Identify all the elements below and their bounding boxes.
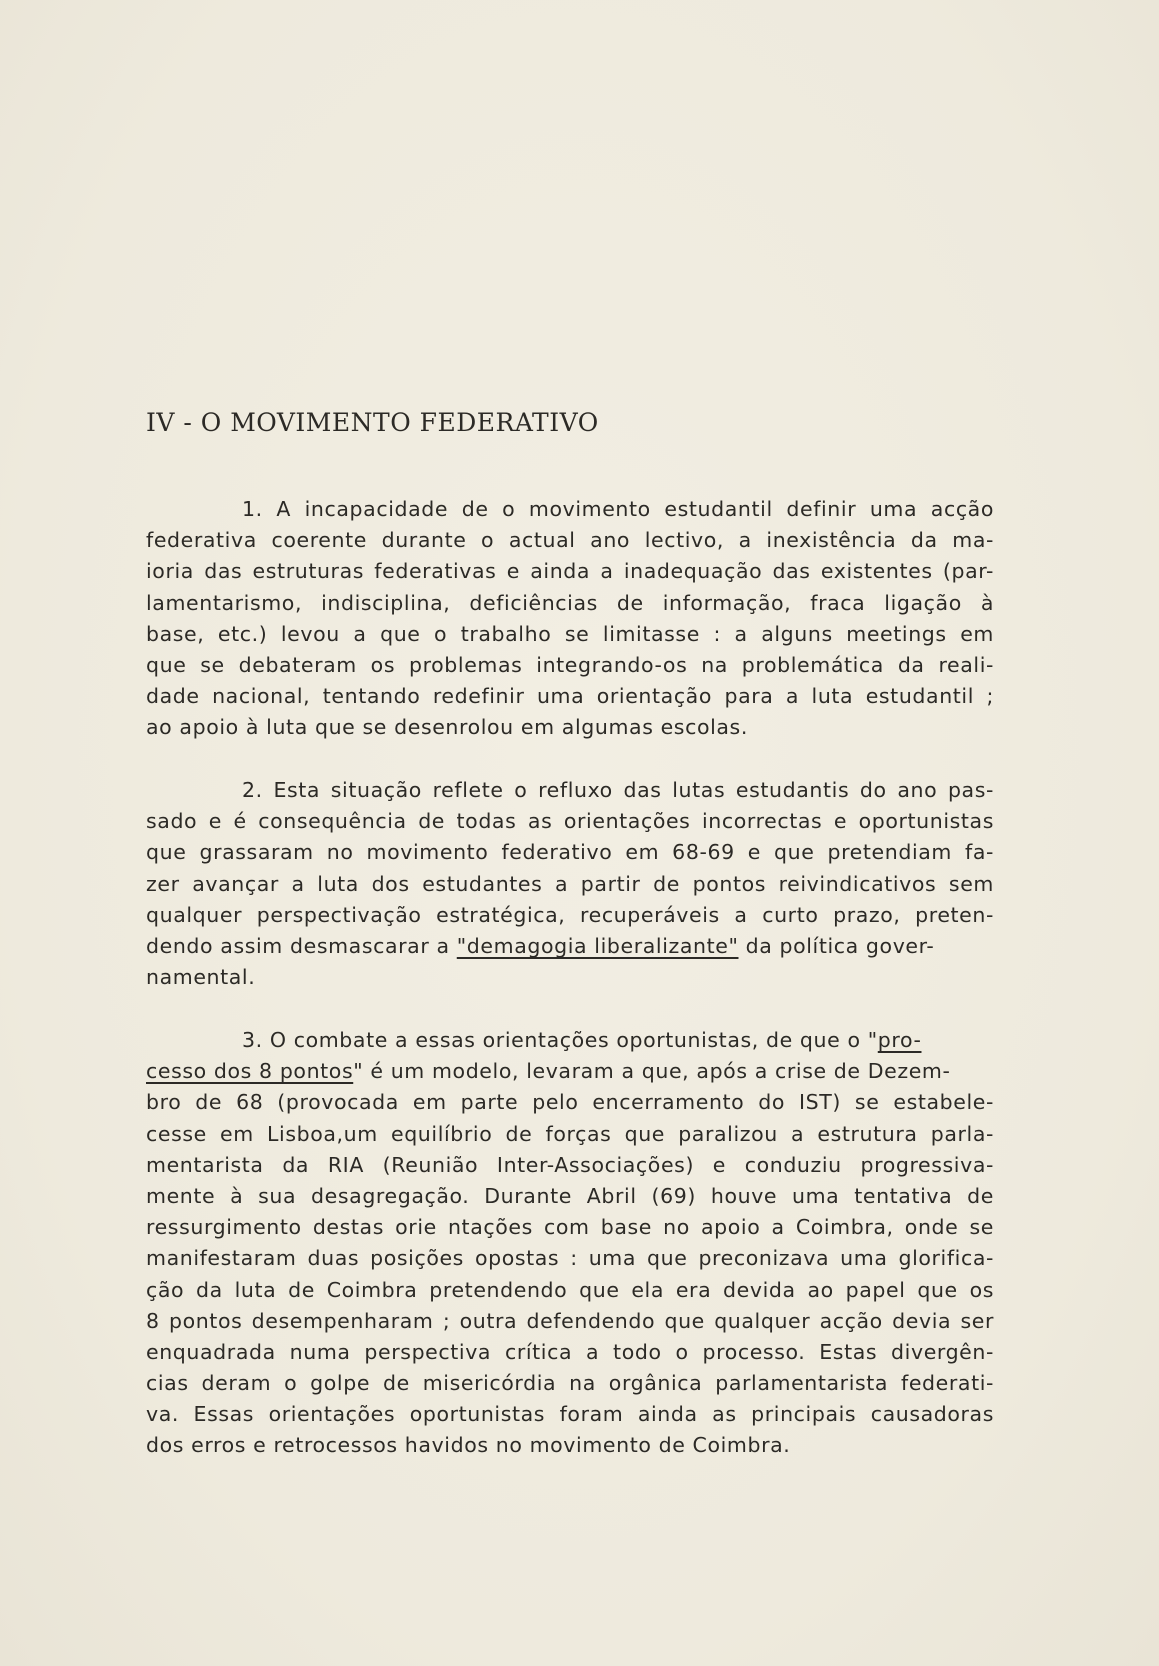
underlined-phrase: "demagogia liberalizante" — [456, 933, 739, 958]
text-line — [146, 1056, 994, 1087]
text-line: sado e é consequência de todas as orientações incorrectas e oportunistas — [146, 809, 994, 834]
section-heading: IV - O MOVIMENTO FEDERATIVO — [146, 408, 599, 437]
paragraph-3 — [146, 1025, 994, 1462]
text-line: ao apoio à luta que se desenrolou em algumas escolas. — [146, 715, 748, 740]
text-line: ressurgimento destas orie ntações com base no apoio a Coimbra, onde se — [146, 1215, 994, 1240]
text-line: cias deram o golpe de misericórdia na orgânica parlamentarista federati- — [146, 1371, 994, 1396]
text-line: dade nacional, tentando redefinir uma orientação para a luta estudantil ; — [146, 684, 994, 709]
paragraph-1 — [146, 494, 994, 744]
text-line: qualquer perspectivação estratégica, recuperáveis a curto prazo, preten- — [146, 902, 994, 927]
text-line: ção da luta de Coimbra pretendendo que ela era devida ao papel que os — [146, 1277, 994, 1302]
text-line: que se debateram os problemas integrando-os na problemática da reali- — [146, 652, 994, 677]
underlined-phrase: cesso dos 8 pontos — [146, 1059, 354, 1084]
text-line: mentarista da RIA (Reunião Inter-Associações) e conduziu progressiva- — [146, 1152, 994, 1177]
text-line: namental. — [146, 965, 256, 990]
text-line: 1. A incapacidade de o movimento estudantil definir uma acção — [242, 497, 994, 521]
text-line: cesse em Lisboa,um equilíbrio de forças que paralizou a estrutura parla- — [146, 1121, 994, 1146]
text-line: zer avançar a luta dos estudantes a partir de pontos reivindicativos sem — [146, 871, 994, 896]
text-line: base, etc.) levou a que o trabalho se limitasse : a alguns meetings em — [146, 621, 994, 646]
text-line: 2. Esta situação reflete o refluxo das lutas estudantis do ano pas- — [242, 778, 994, 802]
text-line: dos erros e retrocessos havidos no movimento de Coimbra. — [146, 1433, 791, 1458]
text-segment: " é um modelo, levaram a que, após a crise de Dezem- — [353, 1059, 951, 1084]
text-line: ioria das estruturas federativas e ainda a inadequação das existentes (par- — [146, 559, 994, 584]
text-line: bro de 68 (provocada em parte pelo encerramento do IST) se estabele- — [146, 1090, 994, 1115]
text-line: 8 pontos desempenharam ; outra defendendo que qualquer acção devia ser — [146, 1308, 994, 1333]
underlined-phrase: pro- — [877, 1028, 922, 1052]
text-segment: dendo assim desmascarar a — [146, 933, 457, 958]
text-segment: 3. O combate a essas orientações oportunistas, de que o " — [242, 1028, 878, 1052]
text-line — [146, 1025, 994, 1056]
text-line — [146, 931, 994, 962]
text-line: federativa coerente durante o actual ano lectivo, a inexistência da ma- — [146, 528, 994, 553]
paragraph-2 — [146, 775, 994, 993]
text-line: mente à sua desagregação. Durante Abril (69) houve uma tentativa de — [146, 1183, 994, 1208]
text-line: enquadrada numa perspectiva crítica a todo o processo. Estas divergên- — [146, 1339, 994, 1364]
text-line: que grassaram no movimento federativo em 68-69 e que pretendiam fa- — [146, 840, 994, 865]
text-line: lamentarismo, indisciplina, deficiências de informação, fraca ligação à — [146, 590, 994, 615]
text-line: va. Essas orientações oportunistas foram ainda as principais causadoras — [146, 1402, 994, 1427]
text-segment: da política gover- — [738, 933, 935, 958]
text-line: manifestaram duas posições opostas : uma que preconizava uma glorifica- — [146, 1246, 994, 1271]
